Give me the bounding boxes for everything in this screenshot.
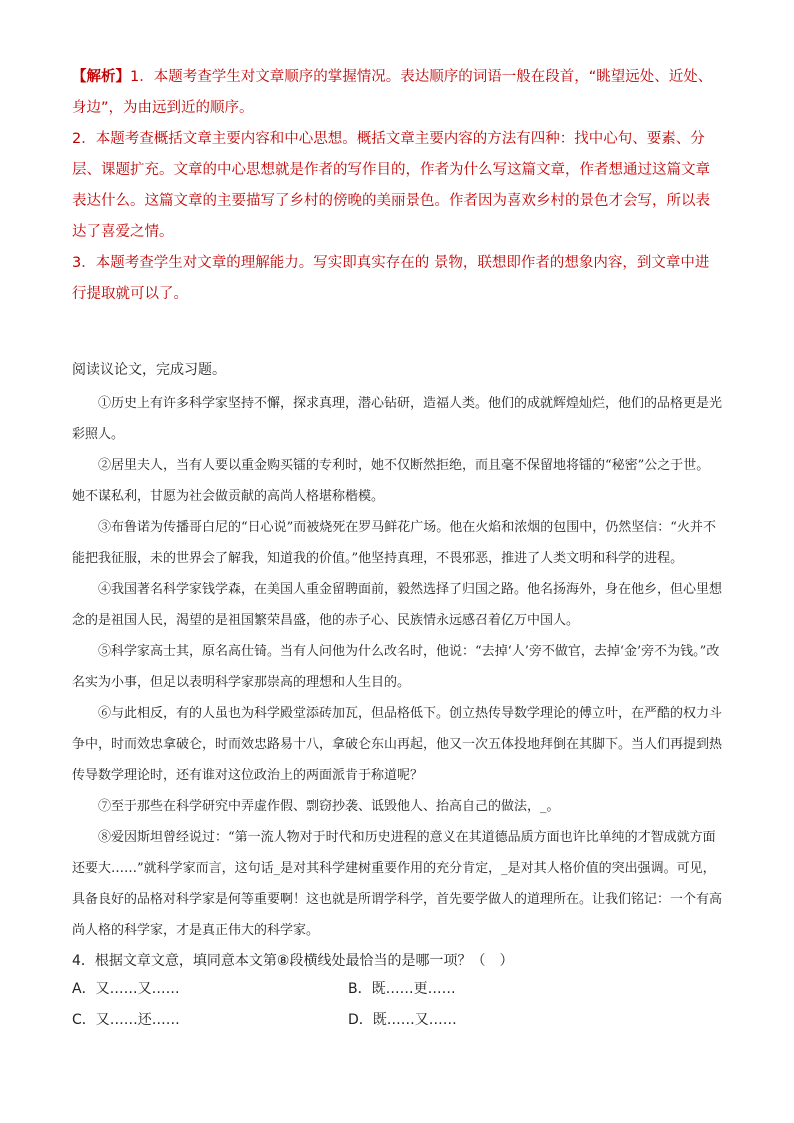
option-b[interactable]: B．既……更…… [348,981,456,997]
paragraph-1: ①历史上有许多科学家坚持不懈，探求真理，潜心钻研，造福人类。他们的成就辉煌灿烂，他们的品格更是光彩照人。 [72,396,723,442]
paragraph-3: ③布鲁诺为传播哥白尼的“日心说”而被烧死在罗马鲜花广场。他在火焰和浓烟的包围中，仍然坚信：“火并不能把我征服，未的世界会了解我，知道我的价值。”他坚持真理，不畏邪恶，推进了人类文明和科学的进程。 [72,520,716,566]
analysis-item-1: 【解析】1．本题考查学生对文章顺序的掌握情况。表达顺序的词语一般在段首，“眺望远处、近处、身边”，为由远到近的顺序。 [72,69,713,116]
paragraph-5: ⑤科学家高士其，原名高仕锜。当有人问他为什么改名时，他说：“去掉‘人’旁不做官，去掉‘金’旁不为钱。”改名实为小事，但足以表明科学家那崇高的理想和人生目的。 [72,644,720,690]
option-d[interactable]: D．既……又…… [348,1012,457,1028]
question-4: 4．根据文章文意，填同意本文第⑧段横线处最恰当的是哪一项？（ ） [72,953,514,969]
option-a[interactable]: A．又……又…… [72,981,180,997]
document-page [72,62,722,1036]
answer-options [72,974,722,1036]
paragraph-2: ②居里夫人，当有人要以重金购买镭的专利时，她不仅断然拒绝，而且毫不保留地将镭的“秘密”公之于世。她不谋私利，甘愿为社会做贡献的高尚人格堪称楷模。 [72,458,710,504]
paragraph-7: ⑦至于那些在科学研究中弄虚作假、剽窃抄袭、诋毁他人、抬高自己的做法，_。 [98,799,560,814]
analysis-section [72,62,722,310]
option-c[interactable]: C．又……还…… [72,1012,180,1028]
analysis-item-2: 2．本题考查概括文章主要内容和中心思想。概括文章主要内容的方法有四种：找中心句、要素、分层、课题扩充。文章的中心思想就是作者的写作目的，作者为什么写这篇文章，作者想通过这篇文章表达什么。这篇文章的主要描写了乡村的傍晚的美丽景色。作者因为喜欢乡村的景色才会写，所以表达了喜爱之情。 [72,131,710,240]
paragraph-4: ④我国著名科学家钱学森，在美国人重金留聘面前，毅然选择了归国之路。他名扬海外，身在他乡，但心里想念的是祖国人民，渴望的是祖国繁荣昌盛，他的赤子心、民族情永远感召着亿万中国人。 [72,582,723,628]
analysis-tag: 【解析】 [72,69,130,85]
reading-instruction: 阅读议论文，完成习题。 [72,362,226,378]
paragraph-8: ⑧爱因斯坦曾经说过：“第一流人物对于时代和历史进程的意义在其道德品质方面也许比单纯的才智成就方面还要大……”就科学家而言，这句话_是对其科学建树重要作用的充分肯定，_是对其人格价值的突出强调。可见，具备良好的品格对科学家是何等重要啊！这也就是所谓学科学，首先要学做人的道理所在。让我们铭记：一个有高尚人格的科学家，才是真正伟大的科学家。 [72,830,723,938]
paragraph-6: ⑥与此相反，有的人虽也为科学殿堂添砖加瓦，但品格低下。创立热传导数学理论的傅立叶，在严酷的权力斗争中，时而效忠拿破仑，时而效忠路易十八，拿破仑东山再起，他又一次五体投地拜倒在其脚下。当人们再提到热传导数学理论时，还有谁对这位政治上的两面派肯于称道呢？ [72,706,723,783]
analysis-item-3: 3．本题考查学生对文章的理解能力。写实即真实存在的 景物，联想即作者的想象内容，到文章中进行提取就可以了。 [72,255,710,302]
essay-passage [72,388,722,946]
